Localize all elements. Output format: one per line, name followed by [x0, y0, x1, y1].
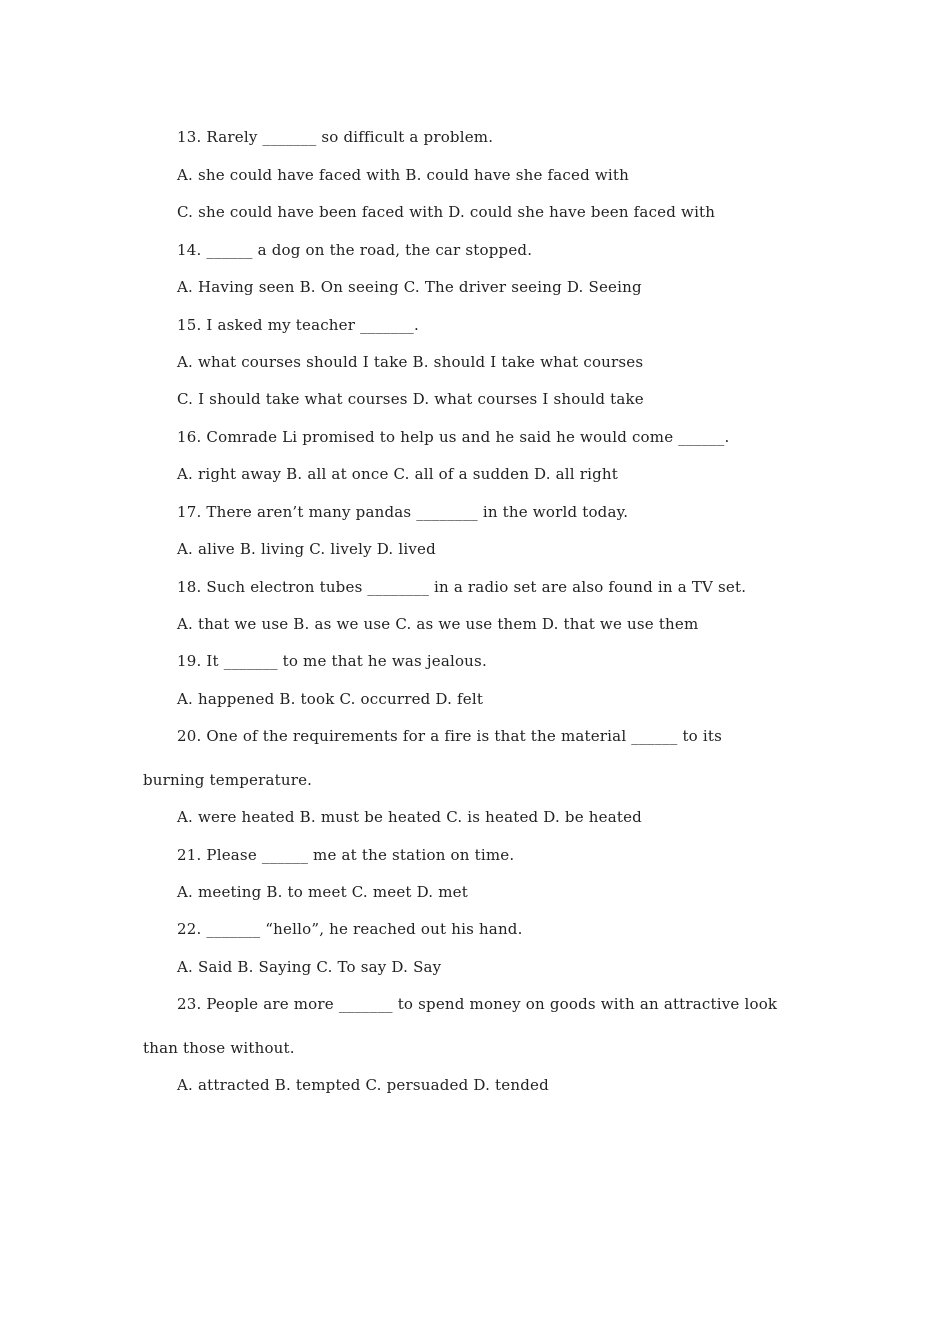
question-20: 20. One of the requirements for a fire is that the material ______ to its	[177, 727, 723, 745]
question-22: 22. _______ “hello”, he reached out his hand.	[177, 920, 523, 938]
question-20-continuation: burning temperature.	[143, 771, 313, 789]
question-17: 17. There aren’t many pandas ________ in the world today.	[177, 503, 629, 521]
question-17-options: A. alive B. living C. lively D. lived	[177, 540, 436, 558]
question-23-continuation: than those without.	[143, 1039, 295, 1057]
question-22-options: A. Said B. Saying C. To say D. Say	[177, 958, 442, 976]
question-18: 18. Such electron tubes ________ in a radio set are also found in a TV set.	[177, 578, 747, 596]
question-13: 13. Rarely _______ so difficult a problem.	[177, 128, 494, 146]
question-19: 19. It _______ to me that he was jealous.	[177, 652, 487, 670]
question-23-options: A. attracted B. tempted C. persuaded D. tended	[177, 1076, 549, 1094]
question-21: 21. Please ______ me at the station on time.	[177, 846, 515, 864]
question-13-options-cd: C. she could have been faced with D. could she have been faced with	[177, 203, 716, 221]
question-18-options: A. that we use B. as we use C. as we use them D. that we use them	[177, 615, 699, 633]
question-21-options: A. meeting B. to meet C. meet D. met	[177, 883, 468, 901]
question-23: 23. People are more _______ to spend money on goods with an attractive look	[177, 995, 778, 1013]
question-19-options: A. happened B. took C. occurred D. felt	[177, 690, 484, 708]
question-16-options: A. right away B. all at once C. all of a sudden D. all right	[177, 465, 619, 483]
question-16: 16. Comrade Li promised to help us and he said he would come ______.	[177, 428, 730, 446]
question-20-options: A. were heated B. must be heated C. is heated D. be heated	[177, 808, 642, 826]
question-14-options: A. Having seen B. On seeing C. The driver seeing D. Seeing	[177, 278, 642, 296]
question-15: 15. I asked my teacher _______.	[177, 316, 419, 334]
question-15-options-cd: C. I should take what courses D. what courses I should take	[177, 390, 644, 408]
question-15-options-ab: A. what courses should I take B. should I take what courses	[177, 353, 644, 371]
question-14: 14. ______ a dog on the road, the car stopped.	[177, 241, 533, 259]
question-13-options-ab: A. she could have faced with B. could have she faced with	[177, 166, 630, 184]
